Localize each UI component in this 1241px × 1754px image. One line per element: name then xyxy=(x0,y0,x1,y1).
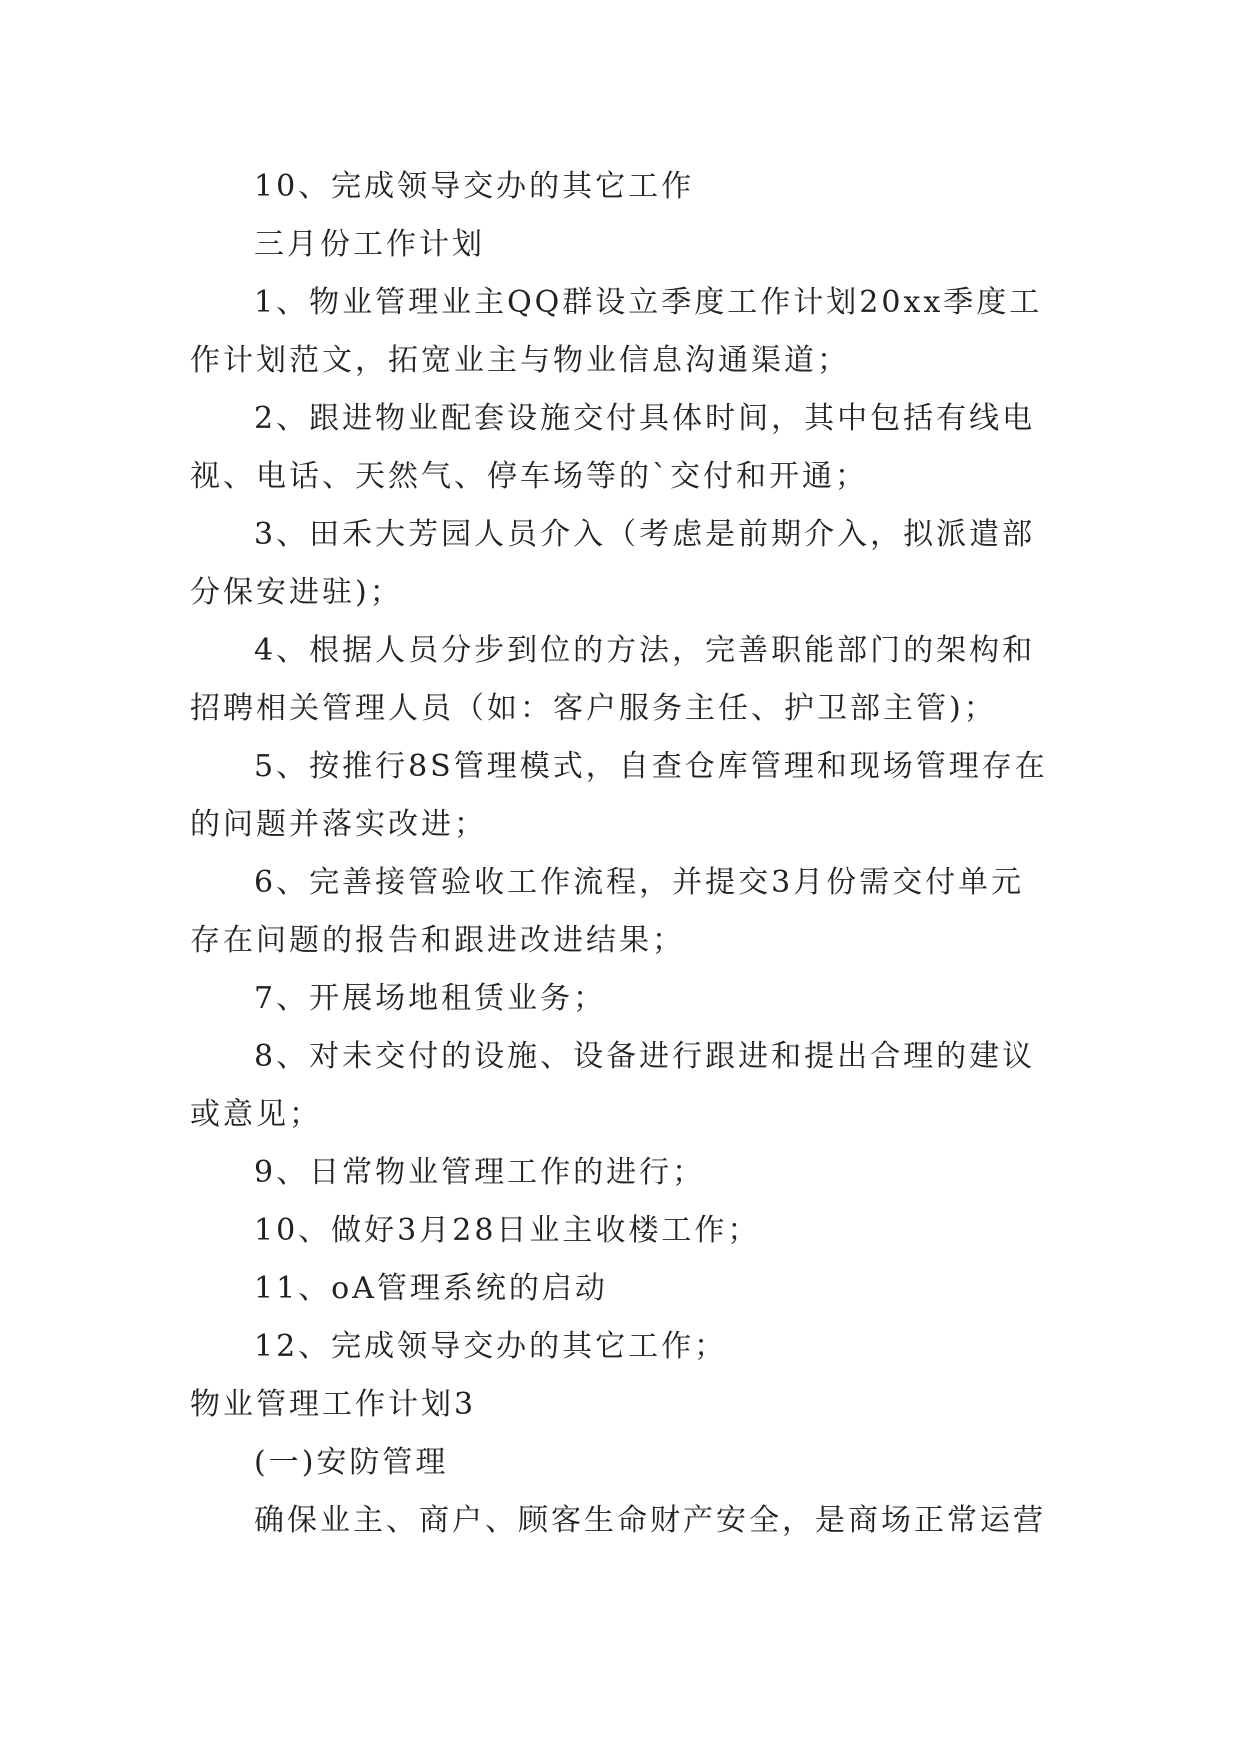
text-line: 存在问题的报告和跟进改进结果； xyxy=(190,923,685,958)
text-line: 作计划范文，拓宽业主与物业信息沟通渠道； xyxy=(190,343,850,378)
text-line: 6、完善接管验收工作流程，并提交3月份需交付单元 xyxy=(254,865,1025,900)
text-line: 3、田禾大芳园人员介入（考虑是前期介入，拟派遣部 xyxy=(254,517,1036,552)
text-line: 7、开展场地租赁业务； xyxy=(254,981,607,1016)
text-line: 8、对未交付的设施、设备进行跟进和提出合理的建议 xyxy=(254,1039,1036,1074)
text-line: 12、完成领导交办的其它工作； xyxy=(254,1329,728,1364)
section-heading: 三月份工作计划 xyxy=(254,227,485,262)
text-line: 9、日常物业管理工作的进行； xyxy=(254,1155,706,1190)
text-line: 招聘相关管理人员（如：客户服务主任、护卫部主管)； xyxy=(190,691,997,726)
text-line: 4、根据人员分步到位的方法，完善职能部门的架构和 xyxy=(254,633,1036,668)
subsection-heading: (一)安防管理 xyxy=(254,1445,449,1480)
text-line: 的问题并落实改进； xyxy=(190,807,487,842)
text-line: 1、物业管理业主QQ群设立季度工作计划20xx季度工 xyxy=(254,285,1043,320)
text-line: 确保业主、商户、顾客生命财产安全，是商场正常运营 xyxy=(254,1503,1046,1538)
text-line: 2、跟进物业配套设施交付具体时间，其中包括有线电 xyxy=(254,401,1036,436)
text-line: 或意见； xyxy=(190,1097,322,1132)
text-line: 11、oA管理系统的启动 xyxy=(254,1271,608,1306)
text-line: 视、电话、天然气、停车场等的`交付和开通； xyxy=(190,459,868,494)
document-body xyxy=(190,158,1050,1550)
text-line: 10、做好3月28日业主收楼工作； xyxy=(254,1213,761,1248)
text-line: 分保安进驻)； xyxy=(190,575,403,610)
text-line: 10、完成领导交办的其它工作 xyxy=(254,169,695,204)
text-line: 5、按推行8S管理模式，自查仓库管理和现场管理存在 xyxy=(254,749,1048,784)
document-heading: 物业管理工作计划3 xyxy=(190,1387,477,1422)
